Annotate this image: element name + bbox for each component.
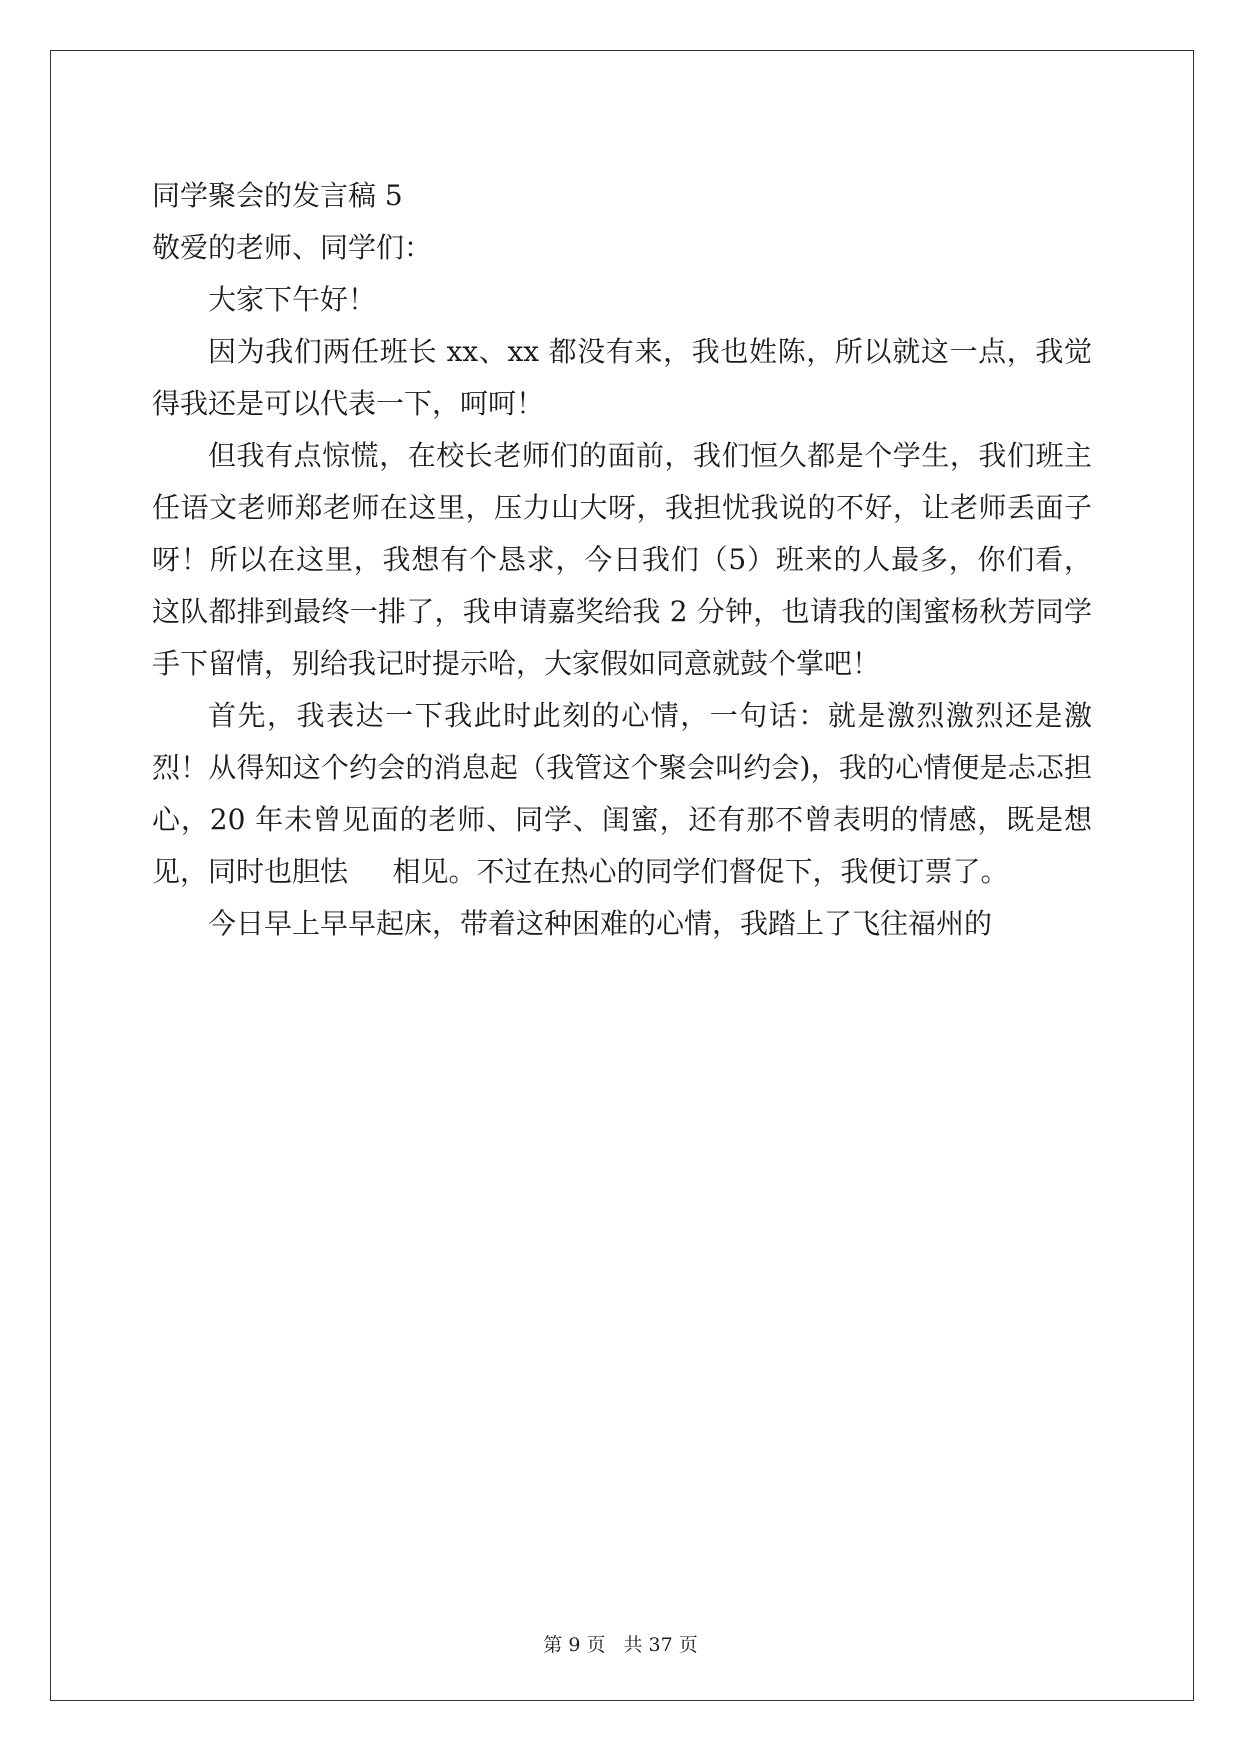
document-body (152, 170, 1092, 950)
paragraph: 首先，我表达一下我此时此刻的心情，一句话：就是激烈激烈还是激烈！从得知这个约会的消息起（我管这个聚会叫约会)，我的心情便是忐忑担心，20 年未曾见面的老师、同学、闺蜜，还有那不曾表明的情感，既是想见，同时也胆怯 相见。不过在热心的同学们督促下，我便订票了。 (152, 699, 1092, 888)
paragraph-greeting: 大家下午好！ (208, 283, 377, 316)
paragraph: 因为我们两任班长 xx、xx 都没有来，我也姓陈，所以就这一点，我觉得我还是可以代表一下，呵呵！ (152, 335, 1092, 420)
paragraph: 今日早上早早起床，带着这种困难的心情，我踏上了飞往福州的 (208, 907, 993, 940)
page-number: 第 9 页 (543, 1634, 606, 1656)
document-title: 同学聚会的发言稿 5 (152, 179, 403, 212)
paragraph: 但我有点惊慌，在校长老师们的面前，我们恒久都是个学生，我们班主任语文老师郑老师在这里，压力山大呀，我担忧我说的不好，让老师丢面子呀！所以在这里，我想有个恳求，今日我们（5）班来的人最多，你们看，这队都排到最终一排了，我申请嘉奖给我 2 分钟，也请我的闺蜜杨秋芳同学手下留情，别给我记时提示哈，大家假如同意就鼓个掌吧！ (152, 439, 1092, 680)
page-total: 共 37 页 (623, 1634, 698, 1656)
salutation: 敬爱的老师、同学们： (152, 231, 433, 264)
page-footer (0, 1630, 1241, 1657)
